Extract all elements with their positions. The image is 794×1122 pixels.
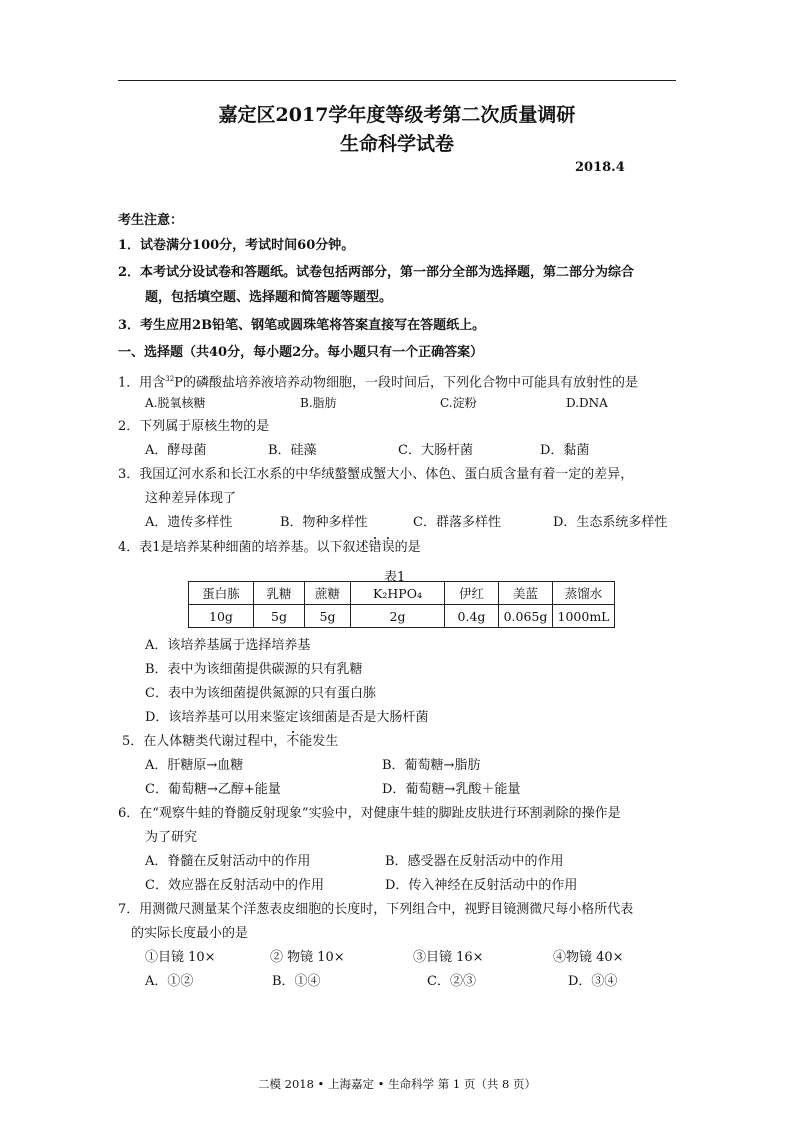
q6-option-b: B．感受器在反射活动中的作用 bbox=[385, 854, 564, 869]
q7-option-b: B．①④ bbox=[272, 974, 321, 989]
table-1-value-cell: 10g bbox=[189, 605, 254, 628]
q5-stem-post: 能发生 bbox=[299, 734, 339, 749]
exam-title: 嘉定区2017学年度等级考第二次质量调研 bbox=[218, 104, 576, 126]
q4-option-a: A．该培养基属于选择培养基 bbox=[145, 638, 311, 653]
exam-subtitle: 生命科学试卷 bbox=[339, 133, 454, 155]
q3-option-a: A．遗传多样性 bbox=[145, 515, 233, 530]
q4-stem bbox=[118, 539, 421, 557]
q7-choice-3: ③目镜 16× bbox=[413, 950, 484, 965]
table-1-header-cell: 乳糖 bbox=[254, 582, 305, 605]
q3-option-b: B．物种多样性 bbox=[280, 515, 368, 530]
q1-option-c: C.淀粉 bbox=[440, 396, 477, 410]
notice-item-2-line1: 2．本考试分设试卷和答题纸。试卷包括两部分，第一部分全部为选择题，第二部分为综合 bbox=[118, 265, 635, 280]
q7-option-a: A．①② bbox=[145, 974, 194, 989]
table-1 bbox=[188, 581, 615, 628]
q4-emphasis-char-1: 错 bbox=[368, 540, 382, 555]
page-footer: 二模 2018 • 上海嘉定 • 生命科学 第 1 页（共 8 页） bbox=[257, 1077, 537, 1091]
q7-choice-2: ② 物镜 10× bbox=[270, 950, 345, 965]
q1-stem bbox=[118, 370, 638, 392]
table-1-header-cell: 蒸馏水 bbox=[553, 582, 615, 605]
table-1-value-row bbox=[189, 605, 615, 628]
table-1-value-cell: 0.065g bbox=[499, 605, 553, 628]
q4-option-b: B．表中为该细菌提供碳源的只有乳糖 bbox=[145, 662, 363, 677]
q1-stem-pre: 1．用含 bbox=[118, 375, 166, 391]
q5-stem-pre: 5．在人体糖类代谢过程中， bbox=[122, 734, 287, 749]
q5-option-c: C．葡萄糖→乙醇+能量 bbox=[145, 782, 281, 797]
q1-option-b: B.脂肪 bbox=[300, 396, 337, 410]
q6-option-a: A．脊髓在反射活动中的作用 bbox=[145, 854, 311, 869]
q2-stem: 2．下列属于原核生物的是 bbox=[118, 419, 270, 434]
q6-option-d: D．传入神经在反射活动中的作用 bbox=[385, 878, 578, 893]
q3-stem-line1: 3．我国辽河水系和长江水系的中华绒螯蟹成蟹大小、体色、蛋白质含量有着一定的差异， bbox=[118, 467, 634, 482]
q2-option-a: A．酵母菌 bbox=[145, 443, 207, 458]
q5-emphasis-char: 不 bbox=[286, 734, 300, 749]
q2-option-d: D．黏菌 bbox=[540, 443, 590, 458]
q4-stem-post: 的是 bbox=[394, 540, 421, 555]
q4-stem-pre: 4．表1是培养某种细菌的培养基。以下叙述 bbox=[118, 540, 369, 555]
q1-stem-post: P的磷酸盐培养液培养动物细胞，一段时间后，下列化合物中可能具有放射性的是 bbox=[174, 375, 638, 391]
q4-emphasis-char-2: 误 bbox=[381, 540, 395, 555]
q7-option-c: C．②③ bbox=[427, 974, 476, 989]
q7-option-d: D．③④ bbox=[568, 974, 618, 989]
q5-option-d: D．葡萄糖→乳酸＋能量 bbox=[382, 782, 521, 797]
table-1-value-cell: 0.4g bbox=[445, 605, 499, 628]
top-rule bbox=[118, 80, 676, 81]
q1-option-d: D.DNA bbox=[566, 396, 608, 410]
notice-item-2-line2: 题，包括填空题、选择题和简答题等题型。 bbox=[145, 290, 393, 305]
table-1-header-row bbox=[189, 582, 615, 605]
q2-option-c: C．大肠杆菌 bbox=[398, 443, 473, 458]
table-1-header-cell: 蛋白胨 bbox=[189, 582, 254, 605]
table-1-caption: 表1 bbox=[384, 570, 406, 585]
q4-option-c: C．表中为该细菌提供氮源的只有蛋白胨 bbox=[145, 686, 376, 701]
notice-item-1: 1．试卷满分100分，考试时间60分钟。 bbox=[118, 238, 355, 253]
q3-stem-line2: 这种差异体现了 bbox=[145, 491, 237, 506]
q3-option-d: D．生态系统多样性 bbox=[553, 515, 668, 530]
q6-option-c: C．效应器在反射活动中的作用 bbox=[145, 878, 324, 893]
q7-stem-line1: 7．用测微尺测量某个洋葱表皮细胞的长度时，下列组合中，视野目镜测微尺每小格所代表 bbox=[118, 902, 634, 917]
q3-option-c: C．群落多样性 bbox=[413, 515, 501, 530]
q6-stem-line1: 6．在“观察牛蛙的脊髓反射现象”实验中，对健康牛蛙的脚趾皮肤进行环割剥除的操作是 bbox=[118, 806, 621, 821]
notice-item-3: 3．考生应用2B铅笔、钢笔或圆珠笔将答案直接写在答题纸上。 bbox=[118, 318, 486, 333]
exam-date: 2018.4 bbox=[575, 160, 625, 175]
q5-option-b: B．葡萄糖→脂肪 bbox=[382, 758, 481, 773]
section-1-heading: 一、选择题（共40分，每小题2分。每小题只有一个正确答案） bbox=[118, 345, 484, 360]
q4-option-d: D．该培养基可以用来鉴定该细菌是否是大肠杆菌 bbox=[145, 710, 429, 725]
q5-option-a: A．肝糖原→血糖 bbox=[145, 758, 244, 773]
table-1-header-cell: K₂HPO₄ bbox=[351, 582, 445, 605]
table-1-value-cell: 5g bbox=[305, 605, 351, 628]
notice-heading: 考生注意： bbox=[118, 213, 184, 228]
table-1-value-cell: 2g bbox=[351, 605, 445, 628]
q7-choice-4: ④物镜 40× bbox=[553, 950, 624, 965]
q2-option-b: B．硅藻 bbox=[268, 443, 317, 458]
q6-stem-line2: 为了研究 bbox=[145, 830, 198, 845]
table-1-header-cell: 蔗糖 bbox=[305, 582, 351, 605]
q1-isotope-sup: 32 bbox=[165, 375, 175, 383]
table-1-value-cell: 1000mL bbox=[553, 605, 615, 628]
q1-option-a: A.脱氧核糖 bbox=[145, 396, 206, 410]
q5-stem bbox=[122, 733, 338, 751]
q7-stem-line2: 的实际长度最小的是 bbox=[131, 926, 249, 941]
table-1-header-cell: 美蓝 bbox=[499, 582, 553, 605]
table-1-value-cell: 5g bbox=[254, 605, 305, 628]
q7-choice-1: ①目镜 10× bbox=[145, 950, 216, 965]
table-1-header-cell: 伊红 bbox=[445, 582, 499, 605]
